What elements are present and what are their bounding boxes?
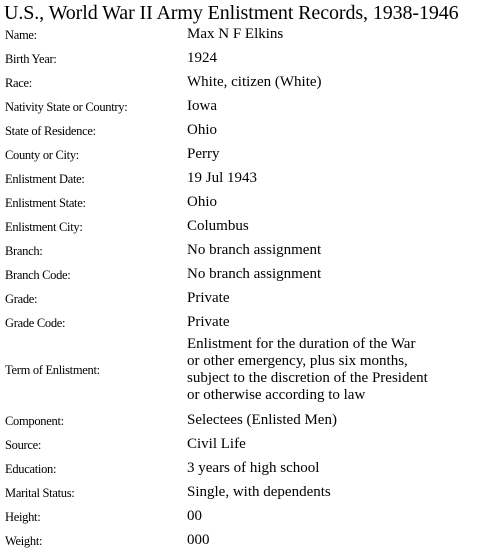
field-value: White, citizen (White) <box>187 74 322 90</box>
field-value: Private <box>187 314 230 330</box>
field-value: 00 <box>187 508 202 524</box>
field-label: Branch: <box>5 244 43 258</box>
field-value: 000 <box>187 532 210 548</box>
field-value: Perry <box>187 146 220 162</box>
field-value-line: subject to the discretion of the President <box>187 370 428 386</box>
field-value: Civil Life <box>187 436 246 452</box>
field-value-line: Enlistment for the duration of the War <box>187 336 416 352</box>
field-label: Enlistment Date: <box>5 172 85 186</box>
field-label: Enlistment State: <box>5 196 86 210</box>
field-label: Education: <box>5 462 57 476</box>
record-title: U.S., World War II Army Enlistment Records, 1938-1946 <box>4 2 459 24</box>
field-value-multiline <box>187 336 497 404</box>
field-label: Marital Status: <box>5 486 75 500</box>
field-label: Height: <box>5 510 41 524</box>
field-value: 1924 <box>187 50 217 66</box>
field-value: Selectees (Enlisted Men) <box>187 412 337 428</box>
field-label: Race: <box>5 76 32 90</box>
field-label: Birth Year: <box>5 52 57 66</box>
field-value: No branch assignment <box>187 242 322 258</box>
field-value-line: or otherwise according to law <box>187 387 366 403</box>
field-label: Term of Enlistment: <box>5 363 100 377</box>
field-value: Max N F Elkins <box>187 26 284 42</box>
field-value: Ohio <box>187 122 217 138</box>
field-value: 19 Jul 1943 <box>187 170 258 186</box>
field-value: 3 years of high school <box>187 460 320 476</box>
field-label: Source: <box>5 438 42 452</box>
field-label: Weight: <box>5 534 43 548</box>
field-label: Name: <box>5 28 37 42</box>
field-label: State of Residence: <box>5 124 96 138</box>
field-label: Component: <box>5 414 64 428</box>
field-value: Private <box>187 290 230 306</box>
field-label: Grade Code: <box>5 316 66 330</box>
field-label: Grade: <box>5 292 38 306</box>
field-label: County or City: <box>5 148 79 162</box>
field-value: Iowa <box>187 98 217 114</box>
field-label: Enlistment City: <box>5 220 83 234</box>
field-label: Nativity State or Country: <box>5 100 128 114</box>
field-value: Columbus <box>187 218 249 234</box>
field-value-line: or other emergency, plus six months, <box>187 353 408 369</box>
field-value: Ohio <box>187 194 217 210</box>
field-value: No branch assignment <box>187 266 322 282</box>
field-label: Branch Code: <box>5 268 71 282</box>
field-value: Single, with dependents <box>187 484 331 500</box>
